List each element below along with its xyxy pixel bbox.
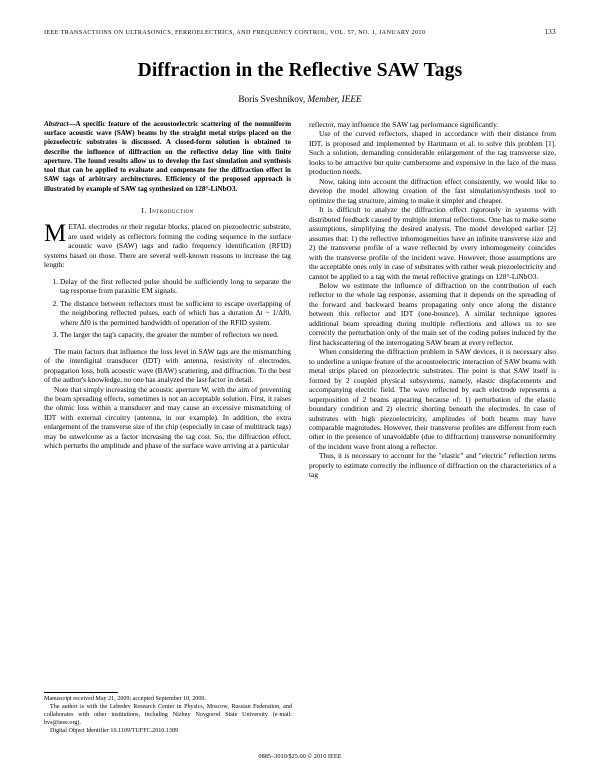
reasons-list bbox=[44, 277, 291, 340]
section-heading-introduction: I. Introduction bbox=[141, 205, 194, 215]
paragraph: Use of the curved reflectors, shaped in accordance with their distance from IDT, is proposed and implemented by Hartmann et al. to solve this problem [1]. Such a solution, demanding considerable enlargement of the tag transverse size, looks to be attractive but quite cumbersome and expensive in the face of the mass production needs. bbox=[309, 129, 556, 177]
paragraph: Thus, it is necessary to account for the "elastic" and "electric" reflection terms properly to estimate correctly the influence of diffraction on the characteristics of a tag bbox=[309, 451, 556, 480]
body-columns bbox=[44, 120, 556, 480]
list-item: 1. Delay of the first reflected pulse should be sufficiently long to separate the tag response from parasitic EM signals. bbox=[60, 277, 291, 296]
running-head bbox=[44, 28, 556, 38]
page-title: Diffraction in the Reflective SAW Tags bbox=[137, 60, 463, 81]
paragraph: When considering the diffraction problem in SAW devices, it is necessary also to underline a unique feature of the acoustoelectric interaction of SAW beams with metal strips placed on piezoelectric substrates. The point is that SAW itself is formed by 2 coupled physical subsystems, namely, elastic displacements and accompanying electric field. The wave reflected by each electrode represents a superposition of 2 beams appearing because of: 1) perturbation of the elastic boundary condition and 2) electric shorting beneath the electrodes. In case of substrates with high piezoelectricity, amplitudes of both beams may have comparable magnitudes. However, their transverse profiles are different from each other in the presence of unavoidable (due to diffraction) transverse nonuniformity of the incident wave front along a reflector. bbox=[309, 347, 556, 451]
right-column bbox=[309, 120, 556, 480]
intro-paragraph: METAL electrodes or their regular blocks, placed on piezoelectric substrate, are used widely as reflectors forming the coding sequence in the surface acoustic wave (SAW) tags and radio frequency identification (RFID) systems based on those. There are several well-known reasons to increase the tag length: bbox=[44, 220, 291, 270]
left-column bbox=[44, 120, 291, 451]
list-item: 2. The distance between reflectors must be sufficient to escape overlapping of the neighboring reflected pulses, each of which has a duration Δt ~ 1/Δf0, where Δf0 is the permitted bandwidth of operation of the RFID system. bbox=[60, 299, 291, 327]
paragraph: Note that simply increasing the acoustic aperture W, with the aim of preventing the beam spreading effects, sometimes is not an acceptable solution. First, it raises the ohmic loss within a transducer and may cause an excessive mismatching of IDT with external circuitry (antenna, in our example). In addition, the extra enlargement of the transverse size of the chip (especially in case of multitrack tags) may be unwelcome as a factor increasing the tag cost. So, the diffraction effect, which perturbs the amplitude and phase of the surface wave arriving at a particular bbox=[44, 384, 291, 451]
paragraph: It is difficult to analyze the diffraction effect rigorously in systems with distributed feedback caused by multiple internal reflections. One has to make some assumptions, simplifying the desired analysis. The model developed earlier [2] assumes that: 1) the reflective inhomogeneities have an infinite transverse size and 2) the transverse profile of a wave reflected by every inhomogeneity coincides with the transverse profile of the incident wave. However, those assumptions are the acceptable ones only in case of substrates with rather weak piezoelectricity and cannot be applied to a tag with the metal reflective gratings on 128°-LiNbO3. bbox=[309, 205, 556, 281]
paragraph: Now, taking into account the diffraction effect consistently, we would like to develop the model allowing creation of the fast simulation/synthesis tool to optimize the tag structure, aiming to make it simpler and cheaper. bbox=[309, 176, 556, 205]
author-name: Boris Sveshnikov, bbox=[238, 94, 306, 104]
author-affiliation: Member, IEEE bbox=[307, 94, 362, 104]
journal-citation: IEEE TRANSACTIONS ON ULTRASONICS, FERROELECTRICS, AND FREQUENCY CONTROL, VOL. 57, NO. 1, JANUARY 2010 bbox=[44, 29, 426, 36]
abstract bbox=[44, 120, 291, 194]
paragraph: The main factors that influence the loss level in SAW tags are the mismatching of the interdigital transducer (IDT) with antenna, resistivity of electrodes, propagation loss, bulk acoustic wave (BAW) scattering, and diffraction. To the best of the author's knowledge, no one has analyzed the last factor in detail. bbox=[44, 346, 291, 385]
abstract-lead: Abstract— bbox=[44, 120, 76, 128]
footnote-block bbox=[44, 692, 292, 736]
footnote-rule bbox=[44, 692, 118, 693]
byline bbox=[44, 94, 556, 104]
paragraph: Below we estimate the influence of diffraction on the contribution of each reflector to the whole tag response, assuming that it depends on the spreading of the forward and backward beams propagating only once along the distance between this reflector and IDT (one-bounce). A similar technique ignores additional beam spreading during multiple reflections and allows us to see correctly the perturbation only of the main set of the coding pulses induced by the first backscattering of the interrogating SAW beam at every reflector. bbox=[309, 280, 556, 347]
paragraph: reflector, may influence the SAW tag performance significantly. bbox=[309, 120, 499, 129]
list-item: 3. The larger the tag's capacity, the greater the number of reflectors we need. bbox=[60, 330, 291, 339]
abstract-text: A specific feature of the acoustoelectric scattering of the nonuniform surface acoustic wave (SAW) beams by the straight metal strips placed on the piezoelectric substrates is discussed. A closed-form solution is obtained to describe the influence of diffraction on the reflective delay line with finite aperture. The found results allow us to develop the fast simulation and synthesis tool that can be applied to evaluate and compensate for the diffraction effect in SAW tags of arbitrary architectures. Efficiency of the proposed approach is illustrated by example of SAW tag synthesized on 128°-LiNbO3. bbox=[44, 120, 291, 193]
page-number: 133 bbox=[544, 28, 556, 36]
footnote-line: Manuscript received May 21, 2009; accepted September 10, 2009. bbox=[44, 696, 206, 703]
footnote-line: The author is with the Lebedev Research Center in Physics, Moscow, Russian Federation, and collaborates with other institutions, including Nizhny Novgorod State University (e-mail: bvs@ieee.org). bbox=[44, 704, 292, 727]
footnote-line: Digital Object Identifier 10.1109/TUFFC.2010.1389 bbox=[50, 728, 179, 735]
page-footer: 0885–3010/$25.00 © 2010 IEEE bbox=[258, 753, 342, 760]
